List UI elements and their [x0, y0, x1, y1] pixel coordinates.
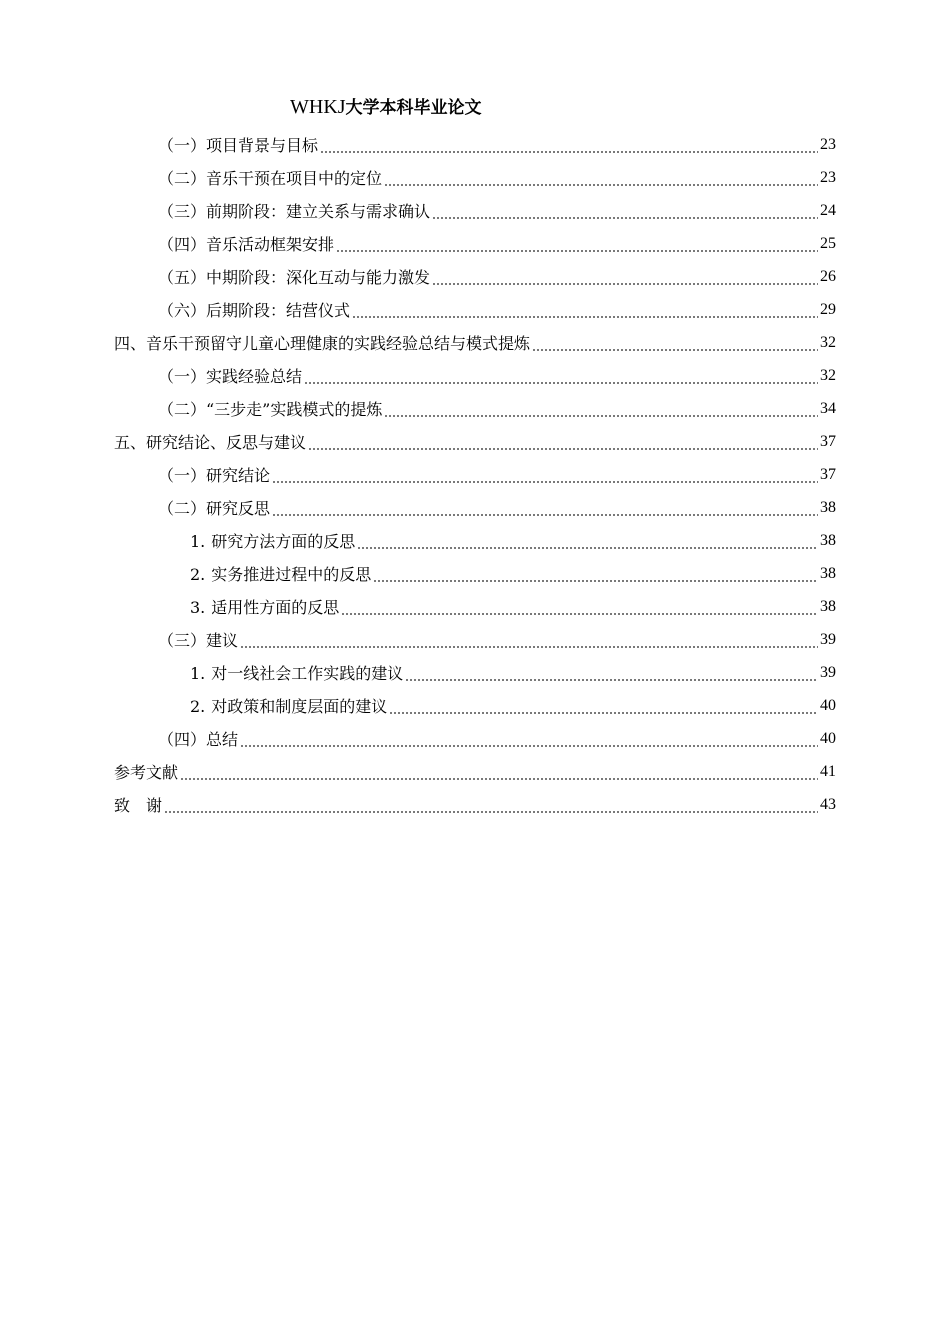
toc-entry-page: 34: [820, 399, 836, 417]
toc-entry-title: （一）研究结论: [158, 466, 271, 485]
toc-entry-title: 参考文献: [114, 763, 179, 782]
dot-leader: [389, 689, 818, 722]
toc-entry-title: （四）总结: [158, 730, 239, 749]
toc-entry-text: 适用性方面的反思: [211, 598, 340, 617]
toc-entry-page: 32: [820, 366, 836, 384]
toc-entry-number: 2.: [190, 697, 206, 716]
toc-entry-page: 38: [820, 498, 836, 516]
toc-entry-title: 四、音乐干预留守儿童心理健康的实践经验总结与模式提炼: [114, 334, 531, 353]
toc-entry-title: （三）建议: [158, 631, 239, 650]
dot-leader: [432, 194, 818, 227]
toc-entry-page: 37: [820, 465, 836, 483]
toc-entry-title: （一）实践经验总结: [158, 367, 303, 386]
toc-entry[interactable]: [114, 788, 836, 821]
toc-entry[interactable]: [190, 656, 836, 689]
toc-entry-title: （二）研究反思: [158, 499, 271, 518]
toc-entry[interactable]: [158, 491, 836, 524]
toc-entry-title: 五、研究结论、反思与建议: [114, 433, 307, 452]
toc-entry[interactable]: [158, 623, 836, 656]
toc-entry[interactable]: [190, 590, 836, 623]
toc-entry-number: 2.: [190, 565, 206, 584]
toc-entry-title: （四）音乐活动框架安排: [158, 235, 335, 254]
dot-leader: [320, 128, 818, 161]
toc-entry[interactable]: [158, 392, 836, 425]
toc-entry-page: 43: [820, 795, 836, 813]
toc-entry-title: （一）项目背景与目标: [158, 136, 319, 155]
toc-entry-text: 研究方法方面的反思: [211, 532, 356, 551]
dot-leader: [357, 524, 818, 557]
toc-entry-page: 24: [820, 201, 836, 219]
toc-entry[interactable]: [158, 161, 836, 194]
toc-entry-title: （五）中期阶段：深化互动与能力激发: [158, 268, 431, 287]
dot-leader: [180, 755, 818, 788]
header-university-code: WHKJ: [290, 96, 346, 118]
toc-entry-title: [190, 595, 339, 618]
dot-leader: [336, 227, 818, 260]
toc-entry-page: 38: [820, 564, 836, 582]
toc-entry[interactable]: [158, 128, 836, 161]
toc-entry[interactable]: [190, 689, 836, 722]
dot-leader: [304, 359, 818, 392]
toc-entry-page: 38: [820, 531, 836, 549]
dot-leader: [373, 557, 818, 590]
toc-entry-page: 37: [820, 432, 836, 450]
toc-entry-text: 对一线社会工作实践的建议: [211, 664, 404, 683]
toc-entry[interactable]: [114, 755, 836, 788]
toc-entry-page: 23: [820, 168, 836, 186]
toc-entry-title: [190, 661, 403, 684]
dot-leader: [384, 392, 818, 425]
dot-leader: [384, 161, 818, 194]
toc-entry-page: 41: [820, 762, 836, 780]
toc-entry[interactable]: [190, 524, 836, 557]
toc-entry[interactable]: [190, 557, 836, 590]
toc-entry[interactable]: [114, 425, 836, 458]
toc-entry-title: [190, 694, 387, 717]
dot-leader: [341, 590, 818, 623]
toc-entry-title: 致 谢: [114, 796, 163, 815]
dot-leader: [164, 788, 818, 821]
dot-leader: [272, 491, 818, 524]
toc-entry-title: （六）后期阶段：结营仪式: [158, 301, 351, 320]
dot-leader: [432, 260, 818, 293]
dot-leader: [308, 425, 818, 458]
toc-entry-page: 26: [820, 267, 836, 285]
toc-entry-number: 1.: [190, 532, 206, 551]
toc-entry-page: 39: [820, 630, 836, 648]
toc-entry-text: 实务推进过程中的反思: [211, 565, 372, 584]
toc-entry-title: [190, 529, 355, 552]
dot-leader: [532, 326, 818, 359]
toc-entry-title: [190, 562, 371, 585]
toc-entry[interactable]: [158, 260, 836, 293]
toc-entry[interactable]: [158, 722, 836, 755]
header-title: 大学本科毕业论文: [345, 98, 482, 118]
toc-entry-number: 1.: [190, 664, 206, 683]
toc-entry-page: 40: [820, 696, 836, 714]
toc-entry-page: 39: [820, 663, 836, 681]
toc-entry[interactable]: [158, 359, 836, 392]
toc-entry-page: 38: [820, 597, 836, 615]
dot-leader: [405, 656, 818, 689]
page-header: [290, 94, 482, 120]
toc-entry-page: 32: [820, 333, 836, 351]
toc-entry-title: （二）“三步走”实践模式的提炼: [158, 400, 383, 419]
toc-entry-title: （三）前期阶段：建立关系与需求确认: [158, 202, 431, 221]
toc-entry[interactable]: [158, 293, 836, 326]
dot-leader: [352, 293, 818, 326]
toc-entry-page: 23: [820, 135, 836, 153]
toc-entry-number: 3.: [190, 598, 206, 617]
toc-entry-page: 29: [820, 300, 836, 318]
dot-leader: [272, 458, 818, 491]
dot-leader: [240, 722, 818, 755]
toc-entry-title: （二）音乐干预在项目中的定位: [158, 169, 383, 188]
toc-entry[interactable]: [114, 326, 836, 359]
toc-entry[interactable]: [158, 458, 836, 491]
dot-leader: [240, 623, 818, 656]
toc-entry-page: 40: [820, 729, 836, 747]
toc-entry[interactable]: [158, 227, 836, 260]
toc-entry-page: 25: [820, 234, 836, 252]
toc-entry-text: 对政策和制度层面的建议: [211, 697, 388, 716]
toc-entry[interactable]: [158, 194, 836, 227]
